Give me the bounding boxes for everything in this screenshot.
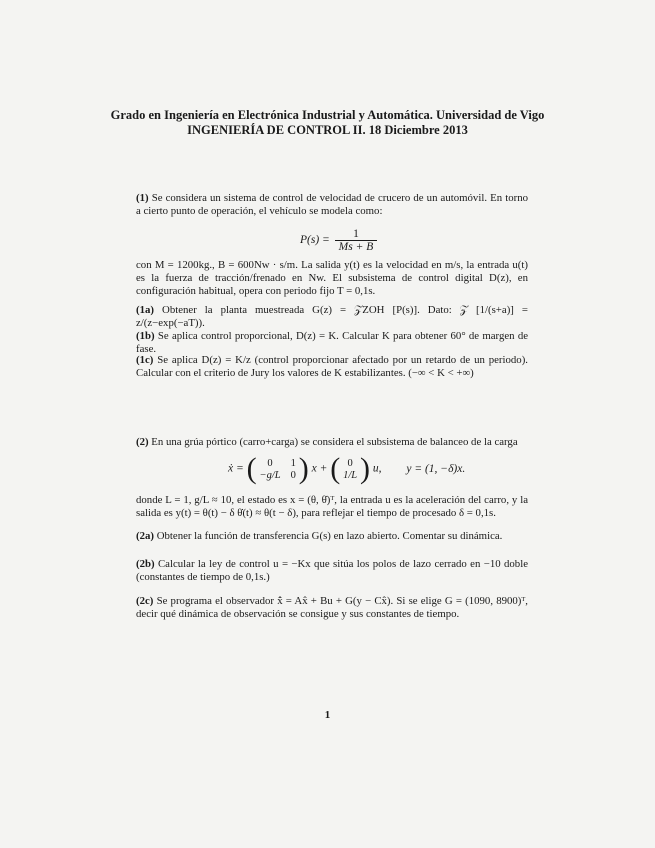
question-2a-label: (2a): [136, 530, 154, 542]
question-1a: [136, 304, 528, 330]
question-2c-label: (2c): [136, 595, 154, 607]
question-1a-label: (1a): [136, 304, 154, 316]
matrix-a-left-paren: (: [246, 452, 257, 485]
matrix-a-11: 0: [267, 457, 273, 469]
state-eq-mid: x +: [311, 462, 328, 475]
state-eq-xdot: ẋ =: [228, 462, 244, 475]
state-space-equation: [228, 454, 465, 484]
problem-2-parameters: donde L = 1, g/L ≈ 10, el estado es x = (θ, θ̇)ᵀ, la entrada u es la aceleración del carro, y la salida es y(t) = θ(t) − δ θ̇(t) ≈ θ(t − δ), para reflejar el tiempo de procesado δ = 0,1s.: [136, 494, 528, 520]
question-2b-label: (2b): [136, 558, 155, 570]
question-2a-text: Obtener la función de transferencia G(s) en lazo abierto. Comentar su dinámica.: [156, 530, 503, 542]
question-1b-label: (1b): [136, 330, 155, 342]
problem-1-parameters: con M = 1200kg., B = 600Nw · s/m. La salida y(t) es la velocidad en m/s, la entrada u(t) es la fuerza de tracción/frenado en Nw. El subsistema de control digital D(z), en configuración habitual, opera con periodo fijo T = 0,1s.: [136, 259, 528, 298]
plant-eq-fraction: [335, 228, 378, 253]
vector-b-1: 0: [347, 457, 353, 469]
question-2a: [136, 530, 528, 543]
header-course: INGENIERÍA DE CONTROL II. 18 Diciembre 2013: [187, 123, 468, 137]
question-2b-text: Calcular la ley de control u = −Kx que sitúa los polos de lazo cerrado en −10 doble (constantes de tiempo de 0,1s.): [136, 558, 528, 584]
state-eq-u: u,: [372, 462, 382, 475]
problem-1-intro: [136, 192, 528, 218]
question-1c-label: (1c): [136, 354, 154, 366]
problem-2-intro: [136, 436, 528, 449]
matrix-a-21: −g/L: [259, 469, 281, 481]
matrix-a-right-paren: ): [298, 452, 309, 485]
question-2c-text: Se programa el observador x̂̇ = Ax̂ + Bu + G(y − Cx̂). Si se elige G = (1090, 8900)ᵀ, decir qué dinámica de observación se consigue y sus constantes de tiempo.: [136, 595, 528, 621]
output-equation: y = (1, −δ)x.: [406, 462, 466, 475]
problem-2-intro-text: En una grúa pórtico (carro+carga) se considera el subsistema de balanceo de la carga: [151, 436, 518, 448]
vector-b-left-paren: (: [330, 452, 341, 485]
vector-b: [343, 458, 357, 481]
plant-equation: [300, 228, 379, 253]
question-1b: [136, 330, 528, 356]
matrix-a-12: 1: [290, 457, 296, 469]
page-number: 1: [324, 709, 331, 721]
vector-b-right-paren: ): [359, 452, 370, 485]
problem-2-label: (2): [136, 436, 149, 448]
problem-1-intro-text: Se considera un sistema de control de velocidad de crucero de un automóvil. En torno a cierto punto de operación, el vehículo se modela como:: [136, 192, 528, 218]
question-1c-text: Se aplica D(z) = K/z (control proporcionar afectado por un retardo de un periodo). Calcular con el criterio de Jury los valores de K estabilizantes. (−∞ < K < +∞): [136, 354, 528, 380]
matrix-a-22: 0: [290, 469, 296, 481]
document-header: [0, 108, 655, 138]
header-institution: Grado en Ingeniería en Electrónica Industrial y Automática. Universidad de Vigo: [110, 108, 545, 122]
problem-1-label: (1): [136, 192, 149, 204]
question-1a-text: Obtener la planta muestreada G(z) = 𝒵ZOH [P(s)]. Dato: 𝒵 [1/(s+a)] = z/(z−exp(−aT)).: [136, 304, 528, 330]
matrix-a: [260, 458, 296, 481]
question-2b: [136, 558, 528, 584]
question-1c: [136, 354, 528, 380]
plant-eq-denominator: Ms + B: [335, 240, 378, 253]
plant-eq-lhs: P(s) =: [300, 234, 330, 247]
plant-eq-numerator: 1: [353, 228, 359, 240]
question-1b-text: Se aplica control proporcional, D(z) = K. Calcular K para obtener 60° de margen de fase.: [136, 330, 529, 356]
vector-b-2: 1/L: [343, 469, 358, 481]
question-2c: [136, 595, 528, 621]
